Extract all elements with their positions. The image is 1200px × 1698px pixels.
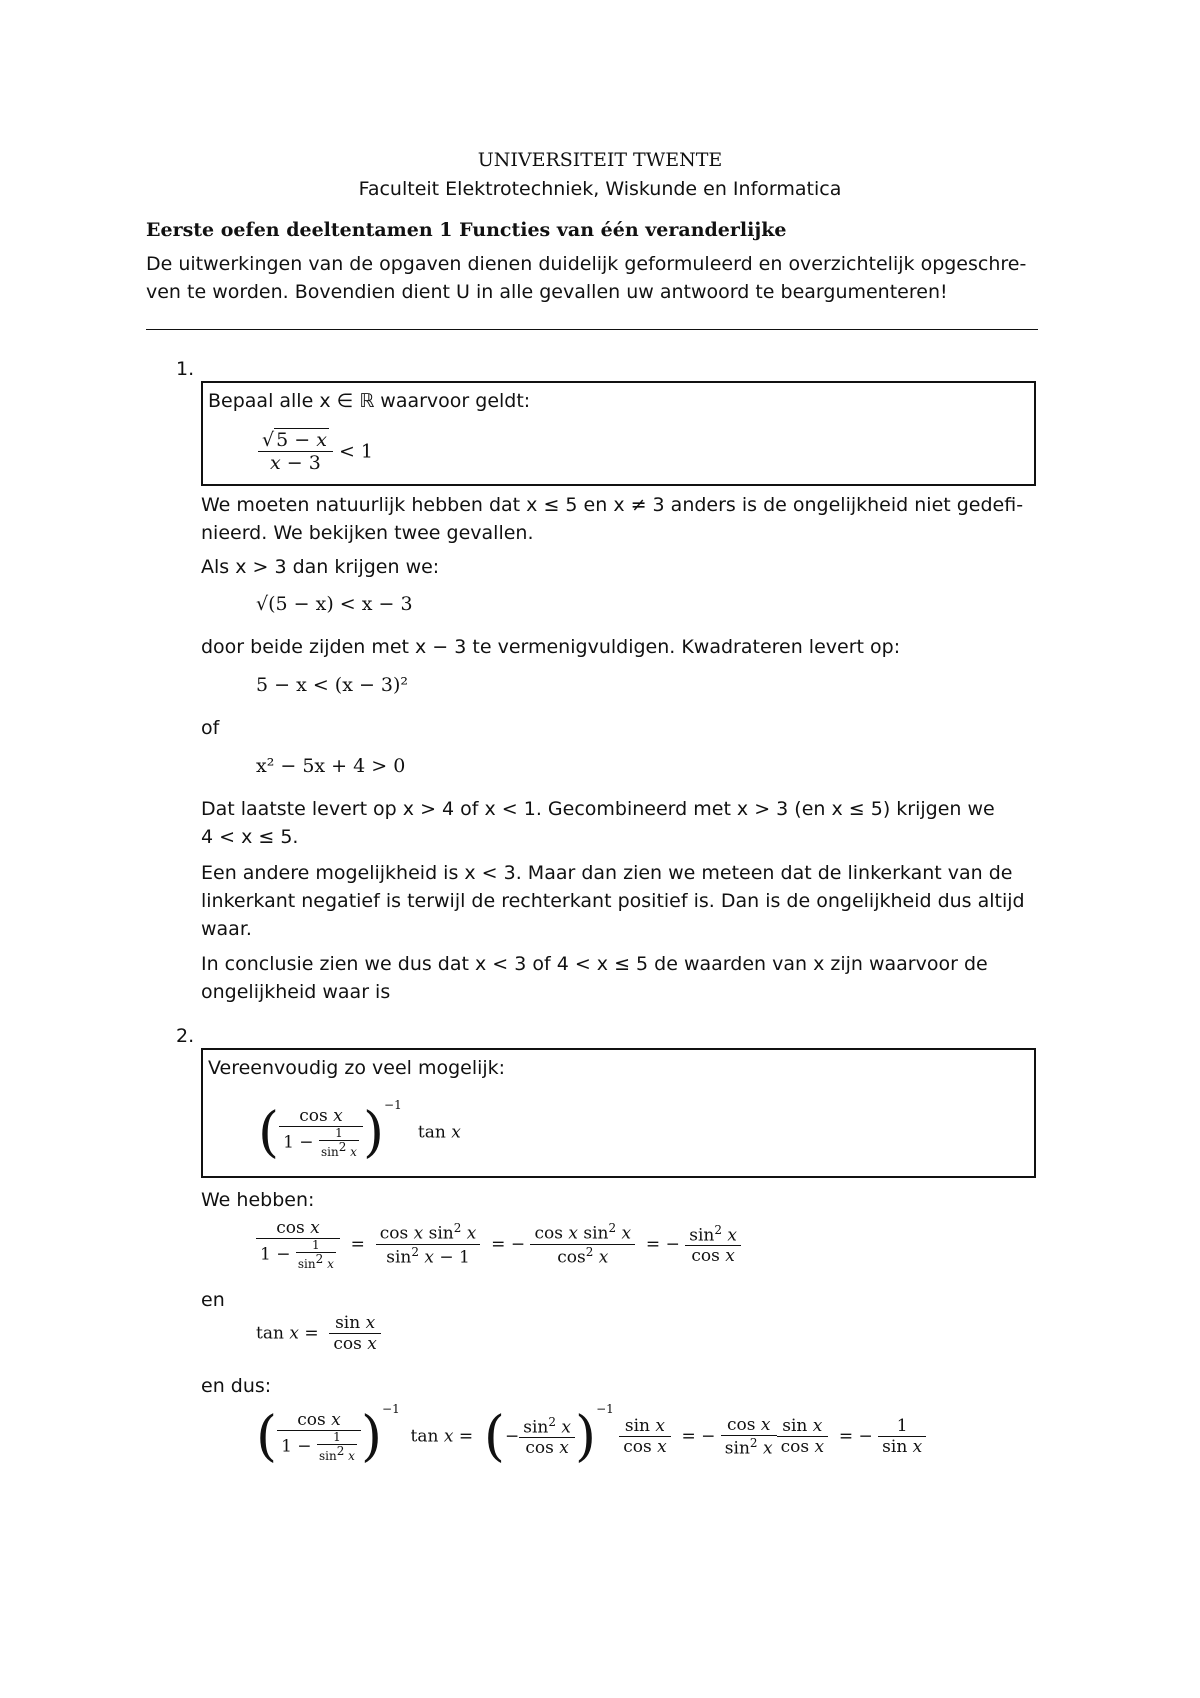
problem-1-inequality: $\frac{√ 5 - x}{x - 3}$ < 1 [258,429,373,474]
p2-paragraph-1: We hebben: [201,1189,315,1211]
p1-paragraph-7a: In conclusie zien we dus dat x < 3 of 4 < x ≤ 5 de waarden van x zijn waarvoor de [201,953,988,975]
p1-paragraph-5b: 4 < x ≤ 5. [201,826,299,848]
p1-paragraph-1a: We moeten natuurlijk hebben dat x ≤ 5 en x ≠ 3 anders is de ongelijkheid niet gedefi- [201,494,1024,516]
p1-equation-3: x² − 5x + 4 > 0 [256,755,406,777]
section-divider [146,329,1038,330]
p2-paragraph-2: en [201,1289,225,1311]
university-name: UNIVERSITEIT TWENTE [477,149,723,171]
p1-paragraph-5a: Dat laatste levert op x > 4 of x < 1. Gecombineerd met x > 3 (en x ≤ 5) krijgen we [201,798,995,820]
p1-paragraph-3: door beide zijden met x − 3 te vermenigvuldigen. Kwadrateren levert op: [201,636,901,658]
p1-paragraph-7b: ongelijkheid waar is [201,981,391,1003]
p2-paragraph-3: en dus: [201,1375,272,1397]
p2-equation-1: cos x 1 − $\frac{1}{\sin^2 x}$ = $\frac{\cos x \sin^2 x}{\sin^2 x - 1}$ = − $\frac{\cos x \sin^2 x}{\cos^2 x}$ = − $\frac{\sin^2 x}{\text{cos x}}$ [256,1218,741,1271]
problem-1-number: 1. [176,358,195,380]
p1-equation-2: 5 − x < (x − 3)² [256,674,409,696]
problem-2-box [201,1048,1036,1178]
p1-paragraph-2: Als x > 3 dan krijgen we: [201,556,440,578]
p2-equation-2: tan x = $\frac{\text{sin x}}{\text{cos x}}$ [256,1313,381,1354]
p1-paragraph-6a: Een andere mogelijkheid is x < 3. Maar dan zien we meteen dat de linkerkant van de [201,862,1013,884]
p1-paragraph-6c: waar. [201,918,252,940]
problem-1-box [201,381,1036,486]
problem-1-prompt: Bepaal alle x ∈ ℝ waarvoor geldt: [208,390,531,412]
p1-paragraph-4: of [201,717,220,739]
p1-paragraph-6b: linkerkant negatief is terwijl de rechterkant positief is. Dan is de ongelijkheid dus altijd [201,890,1025,912]
problem-2-number: 2. [176,1025,195,1047]
intro-line-1: De uitwerkingen van de opgaven dienen duidelijk geformuleerd en overzichtelijk opgeschre- [146,253,1027,275]
exam-title: Eerste oefen deeltentamen 1 Functies van één veranderlijke [146,219,787,241]
problem-2-expression: ( cos x 1 − $\frac{1}{\sin^2 x}$ )$^{-1}$ tan x [258,1098,461,1164]
p2-equation-3: ( cos x 1 − $\frac{1}{\sin^2 x}$ )$^{-1}$ tan x = (− $\frac{\sin^2 x}{\text{cos x}}$ )$^{-1}$ $\frac{\text{sin x}}{\text{cos x}}$ = − $\frac{\text{cos x}}{\sin^2 x}$ $\frac{\text{sin x}}{\text{cos x}}$ = − $\frac{1}{\text{sin x}}$ [256,1402,926,1464]
problem-2-prompt: Vereenvoudig zo veel mogelijk: [208,1057,506,1079]
p1-equation-1: √(5 − x) < x − 3 [256,593,413,615]
faculty-name: Faculteit Elektrotechniek, Wiskunde en Informatica [358,178,842,200]
intro-line-2: ven te worden. Bovendien dient U in alle gevallen uw antwoord te beargumenteren! [146,281,948,303]
p1-paragraph-1b: nieerd. We bekijken twee gevallen. [201,522,534,544]
